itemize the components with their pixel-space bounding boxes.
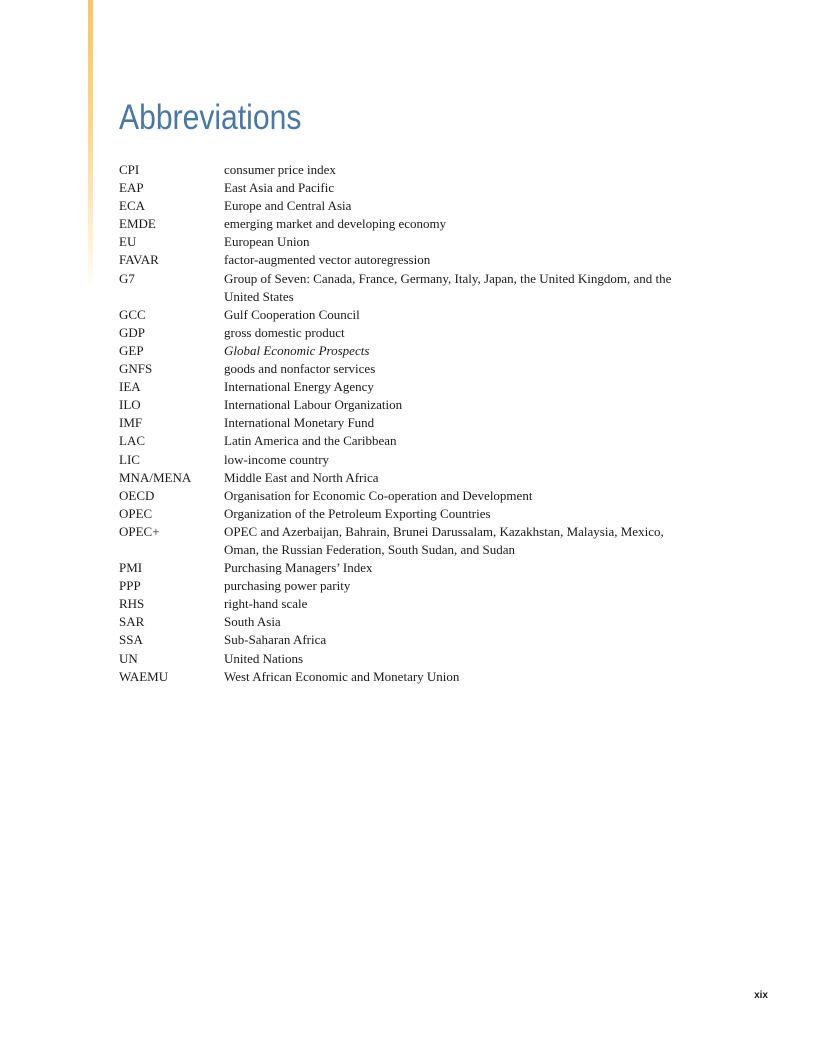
abbreviation-term: ILO: [119, 397, 141, 413]
abbreviation-definition: Group of Seven: Canada, France, Germany, Italy, Japan, the United Kingdom, and the United States: [224, 270, 672, 304]
abbreviation-row: [119, 505, 699, 523]
abbreviation-row: [119, 451, 699, 469]
abbreviation-term: EMDE: [119, 216, 156, 232]
abbreviation-row: [119, 559, 699, 577]
abbreviation-row: [119, 613, 699, 631]
abbreviation-term: WAEMU: [119, 668, 169, 684]
abbreviation-row: [119, 414, 699, 432]
abbreviation-term: GEP: [119, 342, 144, 358]
abbreviation-row: [119, 432, 699, 450]
abbreviation-definition: purchasing power parity: [224, 578, 351, 594]
abbreviation-definition: factor-augmented vector autoregression: [224, 252, 431, 268]
abbreviation-term: IMF: [119, 415, 143, 431]
abbreviation-term: GCC: [119, 306, 146, 322]
abbreviation-definition: low-income country: [224, 451, 330, 467]
abbreviation-term: OPEC: [119, 505, 153, 521]
accent-bar: [88, 0, 93, 290]
abbreviation-row: [119, 324, 699, 342]
abbreviation-term: UN: [119, 650, 138, 666]
abbreviation-definition: Europe and Central Asia: [224, 198, 352, 214]
abbreviation-definition: Latin America and the Caribbean: [224, 433, 397, 449]
abbreviation-row: [119, 306, 699, 324]
page-number: xix: [754, 990, 768, 1001]
abbreviation-row: [119, 668, 699, 686]
abbreviation-term: EAP: [119, 180, 144, 196]
abbreviation-row: [119, 251, 699, 269]
abbreviation-row: [119, 396, 699, 414]
abbreviation-definition: OPEC and Azerbaijan, Bahrain, Brunei Darussalam, Kazakhstan, Malaysia, Mexico, Oman, the Russian Federation, South Sudan, and Sudan: [224, 523, 664, 557]
abbreviation-term: EU: [119, 234, 137, 250]
abbreviation-definition: Gulf Cooperation Council: [224, 306, 360, 322]
abbreviation-term: CPI: [119, 162, 140, 177]
abbreviation-row: [119, 650, 699, 668]
abbreviation-definition: Organization of the Petroleum Exporting Countries: [224, 505, 491, 521]
abbreviation-term: MNA/MENA: [119, 469, 192, 485]
abbreviation-term: GDP: [119, 324, 146, 340]
abbreviation-row: [119, 179, 699, 197]
abbreviation-term: LIC: [119, 451, 140, 467]
abbreviation-row: [119, 215, 699, 233]
abbreviation-definition: Organisation for Economic Co-operation and Development: [224, 487, 533, 503]
abbreviation-definition: West African Economic and Monetary Union: [224, 668, 460, 684]
abbreviation-definition: South Asia: [224, 614, 281, 630]
abbreviation-term: PPP: [119, 578, 141, 594]
abbreviation-definition: Middle East and North Africa: [224, 469, 379, 485]
page-title: Abbreviations: [119, 98, 302, 137]
abbreviation-definition: European Union: [224, 234, 310, 250]
abbreviation-term: GNFS: [119, 361, 153, 377]
abbreviation-row: [119, 270, 699, 306]
abbreviation-definition: Purchasing Managers’ Index: [224, 560, 373, 576]
abbreviation-row: [119, 577, 699, 595]
abbreviation-definition: goods and nonfactor services: [224, 361, 376, 377]
abbreviation-row: [119, 523, 699, 559]
abbreviation-row: [119, 360, 699, 378]
abbreviation-definition: right-hand scale: [224, 596, 308, 612]
abbreviation-term: OPEC+: [119, 523, 160, 539]
abbreviation-row: [119, 378, 699, 396]
abbreviation-row: [119, 161, 699, 179]
abbreviation-row: [119, 197, 699, 215]
abbreviation-definition: Global Economic Prospects: [224, 342, 370, 358]
abbreviation-definition: emerging market and developing economy: [224, 216, 447, 232]
abbreviation-term: IEA: [119, 379, 141, 395]
abbreviation-row: [119, 469, 699, 487]
abbreviation-term: RHS: [119, 596, 145, 612]
abbreviation-term: SAR: [119, 614, 145, 630]
abbreviation-term: LAC: [119, 433, 145, 449]
abbreviation-term: PMI: [119, 560, 143, 576]
abbreviation-definition: consumer price index: [224, 162, 336, 177]
abbreviation-definition: International Monetary Fund: [224, 415, 375, 431]
abbreviation-term: FAVAR: [119, 252, 159, 268]
abbreviation-term: ECA: [119, 198, 145, 214]
abbreviation-definition: International Labour Organization: [224, 397, 403, 413]
abbreviation-definition: International Energy Agency: [224, 379, 374, 395]
abbreviation-row: [119, 631, 699, 649]
abbreviation-row: [119, 342, 699, 360]
abbreviation-definition: Sub-Saharan Africa: [224, 632, 327, 648]
abbreviation-definition: United Nations: [224, 650, 304, 666]
abbreviation-term: G7: [119, 270, 135, 286]
abbreviation-list: [119, 161, 699, 686]
abbreviation-definition: East Asia and Pacific: [224, 180, 335, 196]
abbreviation-row: [119, 595, 699, 613]
abbreviation-definition: gross domestic product: [224, 324, 345, 340]
abbreviation-row: [119, 233, 699, 251]
abbreviation-term: OECD: [119, 487, 155, 503]
abbreviation-row: [119, 487, 699, 505]
abbreviation-term: SSA: [119, 632, 143, 648]
